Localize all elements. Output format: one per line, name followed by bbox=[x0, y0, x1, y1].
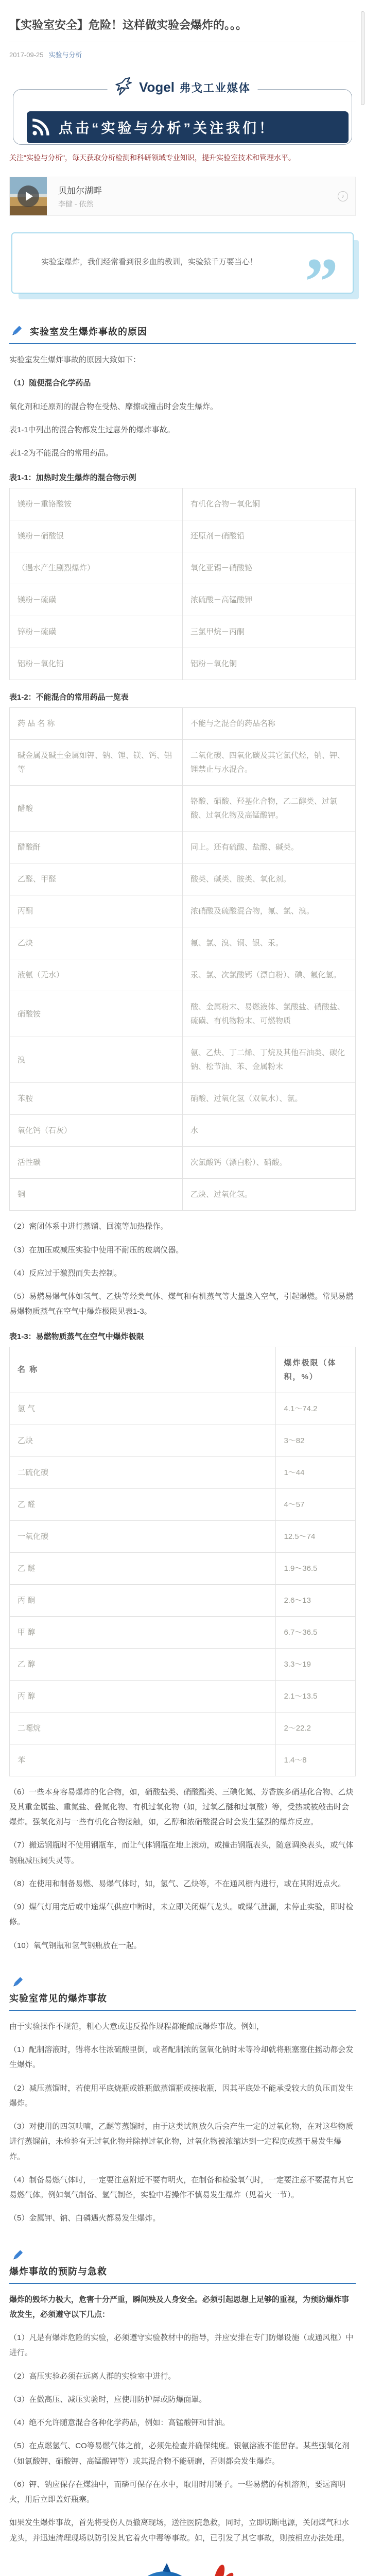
table3-caption: 表1-3：易燃物质蒸气在空气中爆炸极限 bbox=[9, 1332, 144, 1341]
table-row bbox=[10, 863, 356, 895]
paragraph: （7）搬运钢瓶时不使用钢瓶车，而让气体钢瓶在地上滚动，或撞击钢瓶表头，随意调换表头，或气体钢瓶减压阀失灵等。 bbox=[9, 1841, 354, 1865]
follow-note: 关注"实验与分析"，每天获取分析检测和科研领域专业知识，提升实验室技术和管理水平。 bbox=[9, 153, 296, 162]
table-cell: 液氨（无水） bbox=[10, 959, 183, 991]
paragraph: （2）减压蒸馏时，若使用平底烧瓶或锥瓶做蒸馏瓶或接收瓶，因其平底处不能承受较大的负压而发生爆炸。 bbox=[9, 2083, 354, 2108]
quote-box bbox=[11, 232, 354, 319]
cause-paragraphs-2-5 bbox=[9, 1219, 356, 1319]
paragraph: （6）一些本身容易爆炸的化合物，如，硝酸盐类、硝酸酯类、三碘化氮、芳香族多硝基化合物、乙炔及其重金属盐、重氮盐、叠氮化物、有机过氧化物（如，过氧乙醚和过氧酸）等，受热或被敲击时会爆炸。强氧化剂与一些有机化合物接触，如，乙醇和浓硝酸混合时会发生猛烈的爆炸反应。 bbox=[9, 1787, 354, 1827]
table-cell: 乙炔、过氧化氢。 bbox=[183, 1179, 356, 1211]
incompatible-chemicals-table bbox=[9, 707, 356, 1211]
table-cell: 酸类、碱类、胺类、氧化剂。 bbox=[183, 863, 356, 895]
follow-banner-text: 点击“实验与分析”关注我们！ bbox=[59, 121, 275, 137]
table-cell: 锌粉－硫磺 bbox=[10, 616, 183, 648]
brand-suffix: 弗戈工业媒体 bbox=[179, 82, 251, 94]
vogel-banner-box bbox=[13, 79, 352, 145]
follow-banner[interactable] bbox=[27, 111, 349, 143]
table-cell: 甲 醇 bbox=[10, 1616, 276, 1648]
table-cell: 铜 bbox=[10, 1179, 183, 1211]
table-row bbox=[10, 1520, 356, 1552]
table-row bbox=[10, 1425, 356, 1456]
table-cell: 氧化亚锡－硝酸铋 bbox=[183, 552, 356, 584]
paragraph: （5）在点燃氢气、CO等易燃气体之前，必须先检查并确保纯度。银氨溶液不能留存。某些强氧化剂（如氯酸钾、硝酸钾、高锰酸钾等）或其混合物不能研磨，否则都会发生爆炸。 bbox=[9, 2442, 350, 2466]
audio-artist: 李健 - 依然 bbox=[58, 200, 94, 209]
cause-paragraphs-6-10 bbox=[9, 1785, 356, 1953]
table-cell: 三氯甲烷－丙酮 bbox=[183, 616, 356, 648]
table-cell: 氧化钙（石灰） bbox=[10, 1115, 183, 1147]
table-cell: 乙炔 bbox=[10, 927, 183, 959]
table-row bbox=[10, 740, 356, 786]
audio-title: 贝加尔湖畔 bbox=[58, 186, 102, 196]
table-row bbox=[10, 552, 356, 584]
paragraph: 表1-2为不能混合的常用药品。 bbox=[9, 449, 113, 458]
table-row bbox=[10, 927, 356, 959]
table-row bbox=[10, 1584, 356, 1616]
table-cell: 2.6～13 bbox=[276, 1584, 356, 1616]
explosive-mixtures-table bbox=[9, 488, 356, 680]
table-cell: 有机化合物－氧化铜 bbox=[183, 488, 356, 520]
paragraph: 由于实验操作不规范，粗心大意或违反操作规程都能酿成爆炸事故。例如， bbox=[9, 2022, 265, 2031]
table-cell: 2～22.2 bbox=[276, 1712, 356, 1744]
paragraph: 实验室发生爆炸事故的原因大致如下： bbox=[9, 355, 141, 365]
section3-title: 爆炸事故的预防与急救 bbox=[9, 2266, 107, 2277]
table-row bbox=[10, 1488, 356, 1520]
table-cell: 爆炸极限（体积，%） bbox=[276, 1347, 356, 1393]
table-row bbox=[10, 895, 356, 927]
paragraph: （6）钾、钠应保存在煤油中，而磷可保存在水中，取用时用镊子。一些易燃的有机溶剂，要远离明火，用后立即盖好瓶塞。 bbox=[9, 2480, 346, 2504]
table-cell: 1.9～36.5 bbox=[276, 1552, 356, 1584]
section2-heading bbox=[9, 1976, 356, 2011]
section1-title: 实验室发生爆炸事故的原因 bbox=[30, 327, 147, 337]
table-cell: 4.1～74.2 bbox=[276, 1393, 356, 1425]
table-row bbox=[10, 1037, 356, 1083]
table-cell: 乙 醚 bbox=[10, 1552, 276, 1584]
table-cell: 苯胺 bbox=[10, 1083, 183, 1115]
section1-heading bbox=[9, 325, 356, 344]
pencil-icon bbox=[10, 2249, 24, 2262]
paragraph: （8）在使用和制备易燃、易爆气体时，如，氢气、乙炔等，不在通风橱内进行，或在其附近点火。 bbox=[9, 1879, 346, 1888]
table-row bbox=[10, 1393, 356, 1425]
table2-caption: 表1-2：不能混合的常用药品一览表 bbox=[9, 693, 129, 702]
paragraph: （5）金属钾、钠、白磷遇火都易发生爆炸。 bbox=[9, 2214, 161, 2223]
paragraph: （4）制备易燃气体时，一定要注意附近不要有明火，在制备和检验氧气时，一定要注意不要混有其它易燃气体。例如氧气制备、氢气制备，实验中若操作不慎易发生爆炸（见着火一节）。 bbox=[9, 2175, 354, 2200]
prevention-intro: 爆炸的毁坏力极大，危害十分严重，瞬间殃及人身安全。必须引起思想上足够的重视，为预防爆炸事故发生，必须遵守以下几点： bbox=[9, 2295, 350, 2319]
table-row bbox=[10, 786, 356, 832]
scrollbar-thumb[interactable] bbox=[361, 11, 364, 105]
table-cell: 铬酸、硝酸、羟基化合物，乙二醇类、过氯酸、过氧化物及高锰酸钾。 bbox=[183, 786, 356, 832]
table-cell: 镁粉－重铬酸铵 bbox=[10, 488, 183, 520]
table-row bbox=[10, 708, 356, 740]
table-cell: 醋酸酐 bbox=[10, 832, 183, 863]
table-cell: 名 称 bbox=[10, 1347, 276, 1393]
table-cell: 还原剂－硝酸铅 bbox=[183, 520, 356, 552]
quote-text: 实验室爆炸，我们经常看到很多血的教训，实验猿千万要当心！ bbox=[41, 258, 258, 267]
quote-mark-icon: ” bbox=[305, 245, 338, 319]
table-cell: 乙炔 bbox=[10, 1425, 276, 1456]
table-cell: 氨、乙炔、丁二烯、丁烷及其他石油类、碳化钠、松节油、苯、金属粉末 bbox=[183, 1037, 356, 1083]
table-row bbox=[10, 1648, 356, 1680]
section2-title: 实验室常见的爆炸事故 bbox=[9, 1993, 107, 2004]
album-art bbox=[10, 177, 47, 215]
audio-info bbox=[58, 183, 338, 209]
table1-caption: 表1-1：加热时发生爆炸的混合物示例 bbox=[9, 473, 136, 483]
accident-examples bbox=[9, 2042, 356, 2226]
table-cell: 二氧化碳、四氧化碳及其它氯代烃，钠、钾、锂禁止与水混合。 bbox=[183, 740, 356, 786]
table-cell: 3～82 bbox=[276, 1425, 356, 1456]
paragraph: （4）反应过于激烈而失去控制。 bbox=[9, 1268, 122, 1278]
table-row bbox=[10, 1456, 356, 1488]
table-row bbox=[10, 991, 356, 1037]
table-cell: 丙 醇 bbox=[10, 1680, 276, 1712]
paragraph: （5）易燃易爆气体如氢气、乙炔等烃类气体、煤气和有机蒸气等大量逸入空气，引起爆燃。常见易燃易爆物质蒸气在空气中爆炸极限见表1-3。 bbox=[9, 1292, 354, 1316]
table-cell: 4～57 bbox=[276, 1488, 356, 1520]
table-cell: 碱金属及碱土金属如钾、钠、锂、镁、钙、铝等 bbox=[10, 740, 183, 786]
table-cell: 溴 bbox=[10, 1037, 183, 1083]
table-cell: 丙 酮 bbox=[10, 1584, 276, 1616]
table-cell: 汞、氯、次氯酸钙（漂白粉）、碘、氟化氢。 bbox=[183, 959, 356, 991]
article-date: 2017-09-25 bbox=[9, 50, 44, 59]
table-row bbox=[10, 1083, 356, 1115]
category-link[interactable]: 实验与分析 bbox=[48, 50, 82, 59]
table-cell: 乙 醛 bbox=[10, 1488, 276, 1520]
paragraph: （2）密闭体系中进行蒸馏、回流等加热操作。 bbox=[9, 1222, 168, 1231]
table-row bbox=[10, 1179, 356, 1211]
table-cell: 2.1～13.5 bbox=[276, 1680, 356, 1712]
table-cell: 氢 气 bbox=[10, 1393, 276, 1425]
table-cell: 活性碳 bbox=[10, 1147, 183, 1179]
section3-heading bbox=[9, 2249, 356, 2284]
paragraph: （1）凡是有爆炸危险的实验，必须遵守实验教材中的指导，并应安排在专门防爆设施（或通风框）中进行。 bbox=[9, 2333, 354, 2358]
table-cell: 酸、金属粉末、易燃液体、氯酸盐、硝酸盐、硫磺、有机物粉末、可燃物质 bbox=[183, 991, 356, 1037]
page-title: 【实验室安全】危险！这样做实验会爆炸的。。。 bbox=[9, 19, 248, 31]
music-source-icon[interactable]: ♪ bbox=[338, 191, 348, 201]
paragraph: （4）绝不允许随意混合各种化学药品，例如：高锰酸钾和甘油。 bbox=[9, 2418, 230, 2428]
paragraph: 氧化剂和还原剂的混合物在受热、摩擦或撞击时会发生爆炸。 bbox=[9, 402, 218, 411]
closing-paragraph: 如果发生爆炸事故，首先将受伤人员撤离现场，送往医院急救，同时，立即切断电源，关闭煤气和水龙头，并迅速清理现场以防引发其它着火中毒等事故。如，已引发了其它事故，则按相应办法处理。 bbox=[9, 2518, 350, 2543]
table-cell: 丙酮 bbox=[10, 895, 183, 927]
table-cell: 浓硫酸－高锰酸钾 bbox=[183, 584, 356, 616]
table-row bbox=[10, 1744, 356, 1776]
table-row bbox=[10, 1616, 356, 1648]
table-cell: 6.7～36.5 bbox=[276, 1616, 356, 1648]
table-cell: 二硫化碳 bbox=[10, 1456, 276, 1488]
table-cell: 1.4～8 bbox=[276, 1744, 356, 1776]
paragraph: （2）高压实验必须在远离人群的实验室中进行。 bbox=[9, 2371, 176, 2381]
table-cell: 不能与之混合的药品名称 bbox=[183, 708, 356, 740]
table-row bbox=[10, 832, 356, 863]
table-cell: 镁粉－硫磺 bbox=[10, 584, 183, 616]
table-row bbox=[10, 959, 356, 991]
paragraph: （9）煤气灯用完后或中途煤气供应中断时，未立即关闭煤气龙头。或煤气泄漏，未停止实验，即时检修。 bbox=[9, 1903, 354, 1927]
rss-icon bbox=[30, 116, 51, 138]
prevention-rules bbox=[9, 2330, 356, 2507]
table-row bbox=[10, 616, 356, 648]
paragraph: （3）在做高压、减压实验时，应使用防护屏或防爆面罩。 bbox=[9, 2395, 207, 2404]
footer-graphic bbox=[9, 2554, 356, 2576]
table-cell: 镁粉－硝酸银 bbox=[10, 520, 183, 552]
table-row bbox=[10, 1115, 356, 1147]
table-row bbox=[10, 1347, 356, 1393]
table-cell: 铝粉－氧化铅 bbox=[10, 648, 183, 680]
paragraph: （10）氧气钢瓶和氢气钢瓶放在一起。 bbox=[9, 1941, 142, 1950]
table-cell: 醋酸 bbox=[10, 786, 183, 832]
table-cell: 氟、氯、溴、铜、银、汞。 bbox=[183, 927, 356, 959]
brand-name: Vogel bbox=[139, 79, 175, 95]
table-cell: 1～44 bbox=[276, 1456, 356, 1488]
play-icon[interactable] bbox=[18, 185, 39, 207]
table-cell: 水 bbox=[183, 1115, 356, 1147]
table-row bbox=[10, 488, 356, 520]
paragraph: （3）对使用的四氢呋喃，乙醚等蒸馏时，由于这类试剂放久后会产生一定的过氧化物，在对这些物质进行蒸馏前，未检验有无过氧化物并除掉过氧化物，过氧化物被浓缩达到一定程度或蒸干易发生爆炸。 bbox=[9, 2122, 354, 2161]
table-cell: 同上。还有硫酸、盐酸、碱类。 bbox=[183, 832, 356, 863]
table-row bbox=[10, 1680, 356, 1712]
pencil-icon bbox=[9, 325, 23, 338]
scrollbar[interactable] bbox=[361, 0, 365, 2576]
table-row bbox=[10, 648, 356, 680]
vogel-bird-icon bbox=[114, 77, 134, 98]
table-cell: 二噁烷 bbox=[10, 1712, 276, 1744]
table-row bbox=[10, 1712, 356, 1744]
audio-player[interactable] bbox=[9, 177, 356, 216]
paragraph: 表1-1中列出的混合物都发生过意外的爆炸事故。 bbox=[9, 425, 175, 434]
table-cell: 药 品 名 称 bbox=[10, 708, 183, 740]
table-cell: 硝酸铵 bbox=[10, 991, 183, 1037]
bird-illustration bbox=[117, 2554, 251, 2576]
cause1-paragraphs bbox=[9, 399, 356, 461]
article-meta bbox=[9, 42, 356, 59]
explosion-limits-table bbox=[9, 1347, 356, 1776]
vogel-logo bbox=[107, 77, 258, 98]
table-row bbox=[10, 1147, 356, 1179]
table-cell: 乙 醇 bbox=[10, 1648, 276, 1680]
table-cell: 次氯酸钙（漂白粉）、硝酸。 bbox=[183, 1147, 356, 1179]
table-cell: 一氧化碳 bbox=[10, 1520, 276, 1552]
table-cell: 铝粉－氧化铜 bbox=[183, 648, 356, 680]
pencil-icon bbox=[10, 1976, 24, 1989]
table-cell: （遇水产生剧烈爆炸） bbox=[10, 552, 183, 584]
table-row bbox=[10, 1552, 356, 1584]
paragraph: （3）在加压或减压实验中使用不耐压的玻璃仪器。 bbox=[9, 1245, 184, 1255]
table-cell: 12.5～74 bbox=[276, 1520, 356, 1552]
table-cell: 浓硝酸及硫酸混合物，氟、氯、溴。 bbox=[183, 895, 356, 927]
table-cell: 硝酸、过氧化氢（双氧水）、氯。 bbox=[183, 1083, 356, 1115]
table-cell: 乙醛、甲醛 bbox=[10, 863, 183, 895]
table-cell: 3.3～19 bbox=[276, 1648, 356, 1680]
table-row bbox=[10, 520, 356, 552]
paragraph: （1）配制溶液时，错将水往浓硫酸里倒，或者配制浓的氢氧化钠时未等冷却就将瓶塞塞住摇动都会发生爆炸。 bbox=[9, 2045, 354, 2070]
table-row bbox=[10, 584, 356, 616]
cause1-title: （1）随便混合化学药品 bbox=[9, 379, 91, 388]
table-cell: 苯 bbox=[10, 1744, 276, 1776]
